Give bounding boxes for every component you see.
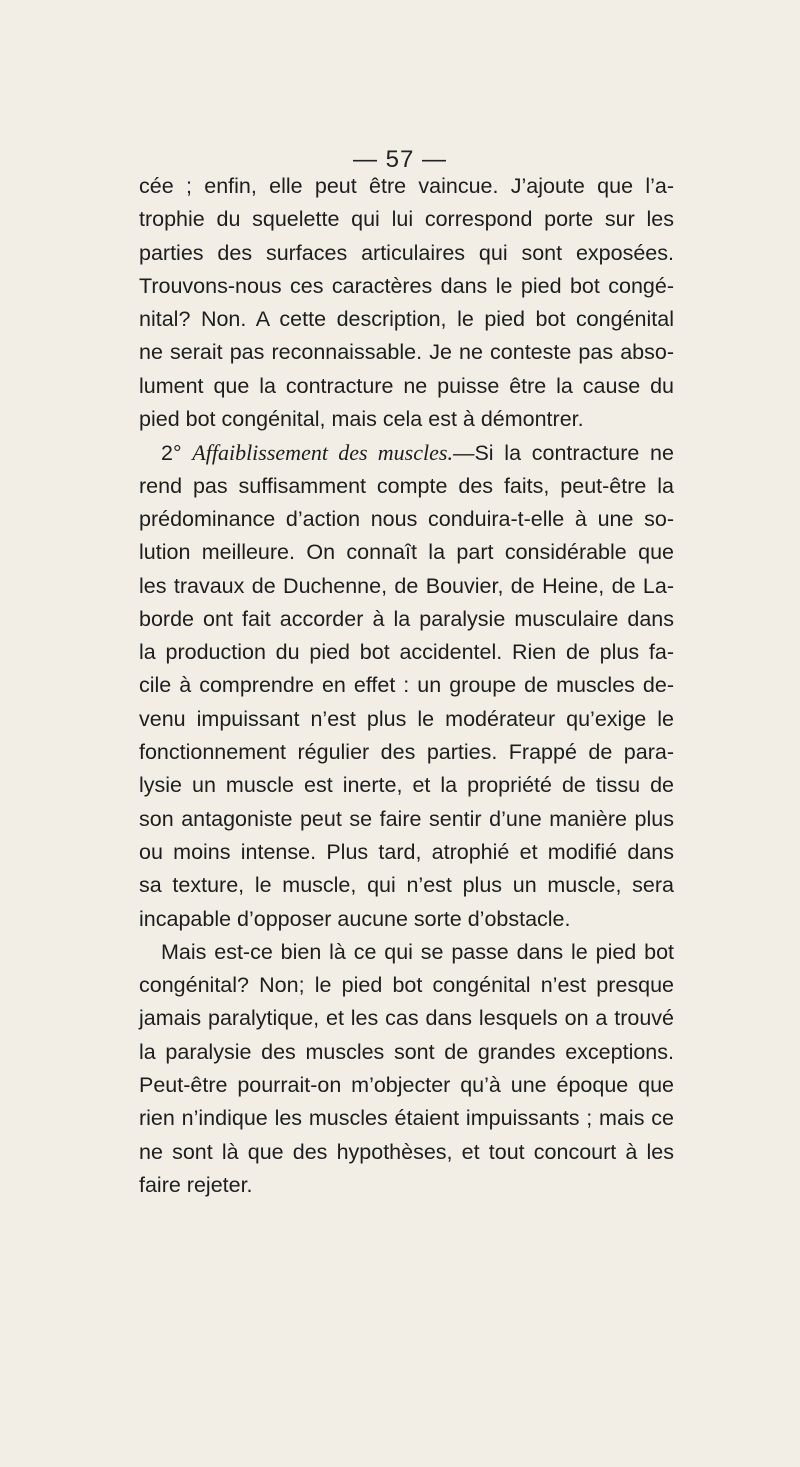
text-line: lysie un muscle est inerte, et la propriété de tissu de <box>139 773 674 798</box>
page-number: — 57 — <box>352 146 448 173</box>
text-line: incapable d’opposer aucune sorte d’obstacle. <box>139 906 571 931</box>
text-line: Peut-être pourrait-on m’objecter qu’à une époque que <box>139 1073 674 1098</box>
text-line: venu impuissant n’est plus le modérateur qu’exige le <box>139 706 674 731</box>
section-number: 2° <box>161 441 182 466</box>
text-line: faire rejeter. <box>139 1172 253 1197</box>
text-line: cée ; enfin, elle peut être vaincue. J’ajoute que l’a- <box>139 174 674 198</box>
text-line: Mais est-ce bien là ce qui se passe dans le pied bot <box>161 939 674 964</box>
body-text <box>139 170 674 1202</box>
text-line: trophie du squelette qui lui correspond porte sur les <box>139 207 674 232</box>
text-line: sa texture, le muscle, qui n’est plus un muscle, sera <box>139 873 674 898</box>
text-line: la paralysie des muscles sont de grandes exceptions. <box>139 1039 674 1064</box>
text-line: fonctionnement régulier des parties. Frappé de para- <box>139 740 674 765</box>
text-line: jamais paralytique, et les cas dans lesquels on a trouvé <box>139 1006 674 1031</box>
text-line: son antagoniste peut se faire sentir d’une manière plus <box>139 806 674 831</box>
section-heading-line <box>139 436 674 469</box>
text-line: ou moins intense. Plus tard, atrophié et modifié dans <box>139 839 674 864</box>
text-line: borde ont fait accorder à la paralysie musculaire dans <box>139 606 674 631</box>
text-line: les travaux de Duchenne, de Bouvier, de Heine, de La- <box>139 573 674 598</box>
text-line: la production du pied bot accidentel. Rien de plus fa- <box>139 640 674 665</box>
text-line: rien n’indique les muscles étaient impuissants ; mais ce <box>139 1106 674 1131</box>
text-line: ne serait pas reconnaissable. Je ne conteste pas abso- <box>139 340 674 365</box>
text-line: parties des surfaces articulaires qui sont exposées. <box>139 240 674 265</box>
text-line: nital? Non. A cette description, le pied bot congénital <box>139 307 674 332</box>
text-line: prédominance d’action nous conduira-t-elle à une so- <box>139 506 674 531</box>
text-line: lution meilleure. On connaît la part considérable que <box>139 540 674 565</box>
text-line: pied bot congénital, mais cela est à démontrer. <box>139 407 584 432</box>
text-line: Trouvons-nous ces caractères dans le pied bot congé- <box>139 273 674 298</box>
text-line: cile à comprendre en effet : un groupe de muscles de- <box>139 673 674 698</box>
text-line: lument que la contracture ne puisse être la cause du <box>139 373 674 398</box>
text-line: ne sont là que des hypothèses, et tout concourt à les <box>139 1139 674 1164</box>
text-line: congénital? Non; le pied bot congénital n’est presque <box>139 973 674 998</box>
section-heading-rest: —Si la contracture ne <box>452 441 674 466</box>
section-title: Affaiblissement des muscles. <box>192 440 453 466</box>
text-line: rend pas suffisamment compte des faits, peut-être la <box>139 473 674 498</box>
